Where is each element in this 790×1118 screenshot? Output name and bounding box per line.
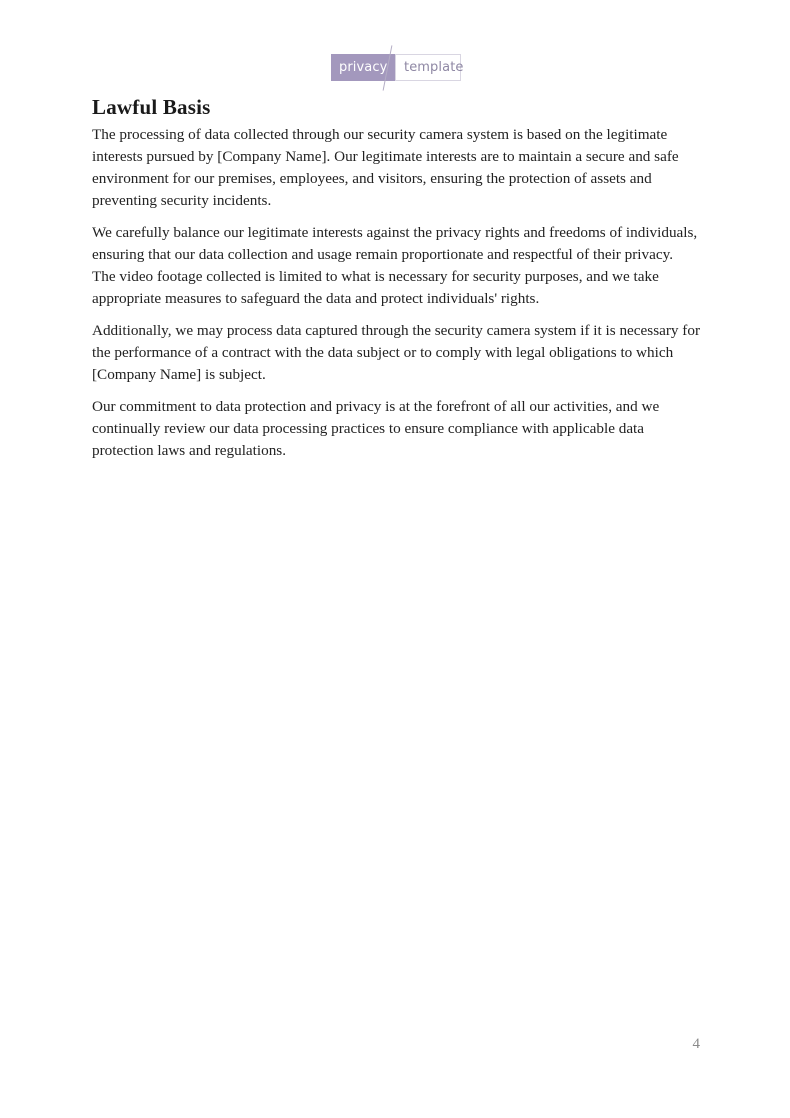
logo-privacy-label: privacy bbox=[339, 60, 388, 75]
document-body bbox=[92, 124, 700, 462]
logo-template-label: template bbox=[404, 60, 464, 75]
page-number: 4 bbox=[692, 1036, 700, 1052]
body-paragraph: The processing of data collected through our security camera system is based on the legitimate interests pursued by [Company Name]. Our legitimate interests are to maintain a secure and safe environment for our premises, employees, and visitors, ensuring the protection of assets and preventing security incidents. bbox=[92, 126, 679, 209]
privacy-template-logo bbox=[331, 54, 464, 82]
page-title: Lawful Basis bbox=[92, 95, 211, 119]
body-paragraph: Our commitment to data protection and privacy is at the forefront of all our activities, and we continually review our data processing practices to ensure compliance with applicable data protection laws and regulations. bbox=[92, 398, 660, 459]
body-paragraph: We carefully balance our legitimate interests against the privacy rights and freedoms of individuals, ensuring that our data collection and usage remain proportionate and respectful of their privacy. The video footage collected is limited to what is necessary for security purposes, and we take appropriate measures to safeguard the data and protect individuals' rights. bbox=[92, 224, 698, 307]
body-paragraph: Additionally, we may process data captured through the security camera system if it is necessary for the performance of a contract with the data subject or to comply with legal obligations to which [Company Name] is subject. bbox=[92, 322, 701, 383]
